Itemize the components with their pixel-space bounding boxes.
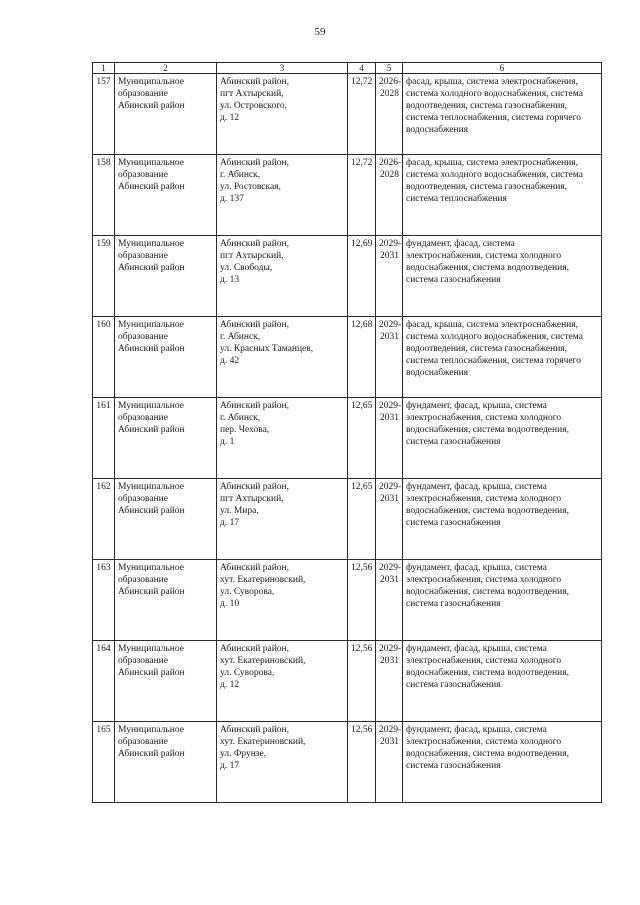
owner-line: Абинский район (118, 344, 185, 354)
address-cell (217, 74, 348, 155)
works-line: водоснабжения, система водоотведения, (406, 425, 569, 435)
owner-line: Муниципальное (118, 644, 184, 654)
years-line: 2031 (380, 494, 399, 504)
works-line: электроснабжения, система холодного (406, 737, 562, 747)
years-line: 2029- (379, 644, 402, 654)
table-row (93, 155, 602, 236)
years-line: 2026- (379, 77, 402, 87)
works-line: система холодного водоснабжения, система (406, 332, 583, 342)
address-line: д. 12 (220, 113, 240, 123)
address-line: ул. Суворова, (220, 668, 275, 678)
owner-line: образование (118, 170, 168, 180)
owner-cell (115, 74, 217, 155)
works-line: фундамент, фасад, крыша, система (406, 563, 547, 573)
address-line: д. 13 (220, 275, 240, 285)
address-cell (217, 155, 348, 236)
works-cell (403, 155, 602, 236)
works-line: электроснабжения, система холодного (406, 656, 562, 666)
table-row (93, 641, 602, 722)
address-line: д. 1 (220, 437, 235, 447)
years-line: 2029- (379, 320, 402, 330)
owner-cell (115, 560, 217, 641)
header-col-6: 6 (403, 63, 602, 74)
years-cell (376, 641, 403, 722)
owner-cell (115, 155, 217, 236)
years-line: 2031 (380, 656, 399, 666)
address-line: ул. Красных Таманцев, (220, 344, 314, 354)
table-row (93, 398, 602, 479)
works-line: фундамент, фасад, система (406, 239, 515, 249)
works-line: водоснабжения, система водоотведения, (406, 749, 569, 759)
years-line: 2031 (380, 251, 399, 261)
years-cell (376, 398, 403, 479)
works-line: водоснабжения, система водоотведения, (406, 668, 569, 678)
years-line: 2029- (379, 401, 402, 411)
address-cell (217, 722, 348, 803)
address-line: ул. Суворова, (220, 587, 275, 597)
table-row (93, 722, 602, 803)
owner-line: Муниципальное (118, 158, 184, 168)
row-number: 160 (93, 317, 115, 398)
address-line: пгт Ахтырский, (220, 251, 284, 261)
table-body (93, 74, 602, 803)
works-cell (403, 641, 602, 722)
value-cell: 12,69 (348, 236, 376, 317)
address-line: Абинский район, (220, 563, 290, 573)
address-cell (217, 236, 348, 317)
page-number: 59 (314, 26, 326, 38)
row-number: 163 (93, 560, 115, 641)
value-cell: 12,56 (348, 560, 376, 641)
owner-cell (115, 722, 217, 803)
works-line: электроснабжения, система холодного (406, 575, 562, 585)
works-cell (403, 722, 602, 803)
value-cell: 12,65 (348, 479, 376, 560)
years-line: 2031 (380, 737, 399, 747)
works-line: система холодного водоснабжения, система (406, 89, 583, 99)
address-line: д. 17 (220, 518, 240, 528)
address-cell (217, 317, 348, 398)
address-cell (217, 398, 348, 479)
owner-line: образование (118, 413, 168, 423)
header-col-4: 4 (348, 63, 376, 74)
owner-line: Абинский район (118, 668, 185, 678)
years-cell (376, 317, 403, 398)
address-line: хут. Екатериновский, (220, 656, 306, 666)
works-line: фундамент, фасад, крыша, система (406, 725, 547, 735)
owner-line: образование (118, 494, 168, 504)
row-number: 165 (93, 722, 115, 803)
years-line: 2029- (379, 725, 402, 735)
years-line: 2026- (379, 158, 402, 168)
works-line: водоотведения, система газоснабжения, (406, 101, 568, 111)
works-line: водоснабжения, система водоотведения, (406, 587, 569, 597)
address-line: г. Абинск, (220, 413, 261, 423)
header-col-2: 2 (115, 63, 217, 74)
address-cell (217, 560, 348, 641)
works-line: система теплоснабжения, система горячего (406, 113, 582, 123)
address-line: пгт Ахтырский, (220, 89, 284, 99)
years-cell (376, 74, 403, 155)
works-line: водоснабжения (406, 125, 469, 135)
works-line: водоснабжения (406, 368, 469, 378)
works-line: система газоснабжения (406, 599, 501, 609)
value-cell: 12,72 (348, 74, 376, 155)
years-line: 2031 (380, 413, 399, 423)
address-line: пер. Чехова, (220, 425, 270, 435)
address-line: хут. Екатериновский, (220, 737, 306, 747)
value-cell: 12,56 (348, 722, 376, 803)
register-table (92, 62, 602, 803)
address-line: г. Абинск, (220, 332, 261, 342)
years-cell (376, 479, 403, 560)
works-cell (403, 479, 602, 560)
header-row (93, 63, 602, 74)
address-line: Абинский район, (220, 77, 290, 87)
works-line: фундамент, фасад, крыша, система (406, 482, 547, 492)
works-cell (403, 560, 602, 641)
works-line: фундамент, фасад, крыша, система (406, 401, 547, 411)
years-line: 2029- (379, 563, 402, 573)
works-line: фасад, крыша, система электроснабжения, (406, 320, 578, 330)
address-cell (217, 641, 348, 722)
address-line: Абинский район, (220, 725, 290, 735)
row-number: 158 (93, 155, 115, 236)
address-line: д. 17 (220, 761, 240, 771)
owner-line: Абинский район (118, 101, 185, 111)
works-line: водоотведения, система газоснабжения, (406, 344, 568, 354)
works-cell (403, 236, 602, 317)
row-number: 159 (93, 236, 115, 317)
row-number: 161 (93, 398, 115, 479)
works-line: система газоснабжения (406, 761, 501, 771)
value-cell: 12,65 (348, 398, 376, 479)
works-line: водоснабжения, система водоотведения, (406, 263, 569, 273)
table-header (93, 63, 602, 74)
works-line: система теплоснабжения, система горячего (406, 356, 582, 366)
owner-line: образование (118, 575, 168, 585)
header-col-3: 3 (217, 63, 348, 74)
owner-line: образование (118, 251, 168, 261)
address-line: хут. Екатериновский, (220, 575, 306, 585)
works-line: водоснабжения, система водоотведения, (406, 506, 569, 516)
owner-line: образование (118, 737, 168, 747)
owner-line: Муниципальное (118, 320, 184, 330)
works-line: фасад, крыша, система электроснабжения, (406, 158, 578, 168)
years-line: 2031 (380, 575, 399, 585)
table-row (93, 560, 602, 641)
works-line: электроснабжения, система холодного (406, 251, 562, 261)
years-line: 2028 (380, 170, 399, 180)
address-line: ул. Мира, (220, 506, 259, 516)
owner-line: образование (118, 332, 168, 342)
works-line: система теплоснабжения (406, 194, 507, 204)
value-cell: 12,56 (348, 641, 376, 722)
address-line: д. 137 (220, 194, 244, 204)
table-row (93, 479, 602, 560)
address-line: ул. Фрунзе, (220, 749, 267, 759)
address-line: ул. Островского, (220, 101, 287, 111)
table-row (93, 317, 602, 398)
owner-line: Абинский район (118, 263, 185, 273)
owner-line: Абинский район (118, 425, 185, 435)
address-line: Абинский район, (220, 320, 290, 330)
years-cell (376, 155, 403, 236)
years-line: 2029- (379, 239, 402, 249)
owner-cell (115, 236, 217, 317)
address-line: д. 10 (220, 599, 240, 609)
address-line: г. Абинск, (220, 170, 261, 180)
address-line: д. 12 (220, 680, 240, 690)
table-row (93, 74, 602, 155)
header-col-1: 1 (93, 63, 115, 74)
row-number: 157 (93, 74, 115, 155)
owner-line: Муниципальное (118, 725, 184, 735)
works-line: электроснабжения, система холодного (406, 494, 562, 504)
value-cell: 12,68 (348, 317, 376, 398)
works-line: система газоснабжения (406, 437, 501, 447)
address-line: Абинский район, (220, 644, 290, 654)
address-cell (217, 479, 348, 560)
works-line: электроснабжения, система холодного (406, 413, 562, 423)
row-number: 164 (93, 641, 115, 722)
address-line: Абинский район, (220, 401, 290, 411)
owner-line: образование (118, 89, 168, 99)
address-line: пгт Ахтырский, (220, 494, 284, 504)
address-line: д. 42 (220, 356, 240, 366)
owner-line: Абинский район (118, 587, 185, 597)
works-line: система холодного водоснабжения, система (406, 170, 583, 180)
owner-line: Муниципальное (118, 563, 184, 573)
owner-line: образование (118, 656, 168, 666)
row-number: 162 (93, 479, 115, 560)
owner-line: Муниципальное (118, 401, 184, 411)
works-line: водоотведения, система газоснабжения, (406, 182, 568, 192)
owner-line: Муниципальное (118, 77, 184, 87)
years-line: 2028 (380, 89, 399, 99)
value-cell: 12,72 (348, 155, 376, 236)
address-line: ул. Свободы, (220, 263, 273, 273)
header-col-5: 5 (376, 63, 403, 74)
works-line: фасад, крыша, система электроснабжения, (406, 77, 578, 87)
owner-line: Муниципальное (118, 482, 184, 492)
address-line: Абинский район, (220, 158, 290, 168)
works-line: система газоснабжения (406, 275, 501, 285)
works-line: система газоснабжения (406, 518, 501, 528)
owner-cell (115, 479, 217, 560)
owner-line: Абинский район (118, 182, 185, 192)
owner-cell (115, 398, 217, 479)
works-line: фундамент, фасад, крыша, система (406, 644, 547, 654)
years-cell (376, 722, 403, 803)
works-cell (403, 398, 602, 479)
table-row (93, 236, 602, 317)
works-cell (403, 74, 602, 155)
years-line: 2031 (380, 332, 399, 342)
years-cell (376, 236, 403, 317)
address-line: Абинский район, (220, 482, 290, 492)
owner-cell (115, 641, 217, 722)
owner-cell (115, 317, 217, 398)
address-line: Абинский район, (220, 239, 290, 249)
works-line: система газоснабжения (406, 680, 501, 690)
works-cell (403, 317, 602, 398)
owner-line: Муниципальное (118, 239, 184, 249)
owner-line: Абинский район (118, 749, 185, 759)
address-line: ул. Ростовская, (220, 182, 281, 192)
owner-line: Абинский район (118, 506, 185, 516)
years-line: 2029- (379, 482, 402, 492)
years-cell (376, 560, 403, 641)
